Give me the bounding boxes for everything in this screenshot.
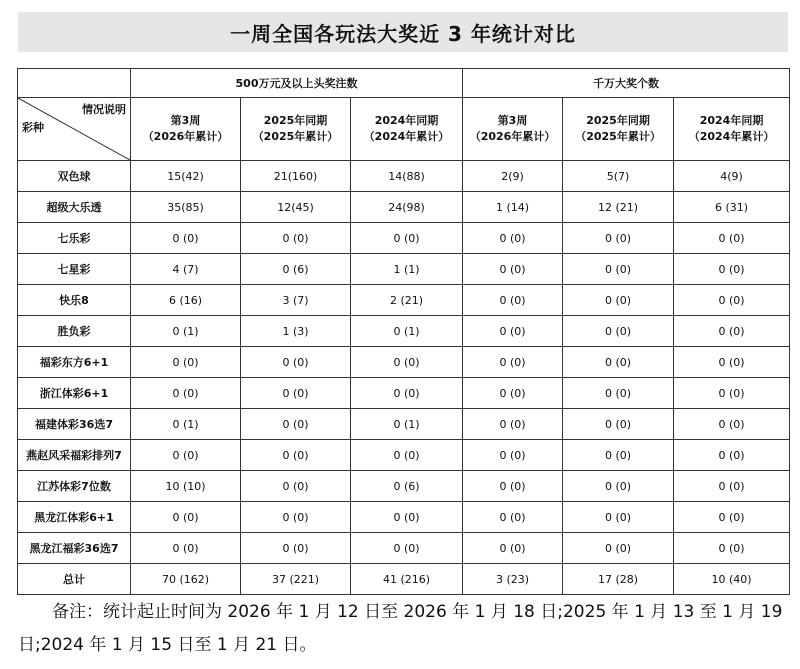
table-cell: 0 (0) — [241, 223, 351, 254]
table-cell: 17 (28) — [563, 564, 674, 595]
table-cell: 0 (0) — [351, 533, 463, 564]
table-cell: 0 (0) — [674, 440, 790, 471]
table-cell: 0 (0) — [674, 471, 790, 502]
table-cell: 0 (0) — [463, 440, 563, 471]
table-cell: 35(85) — [131, 192, 241, 223]
table-row — [18, 409, 790, 440]
table-cell: 5(7) — [563, 161, 674, 192]
table-row — [18, 254, 790, 285]
table-cell: 2(9) — [463, 161, 563, 192]
table-body — [18, 161, 790, 595]
table-cell: 0 (0) — [131, 378, 241, 409]
table-cell: 24(98) — [351, 192, 463, 223]
table-cell: 0 (0) — [131, 440, 241, 471]
table-cell: 0 (0) — [674, 223, 790, 254]
table-cell: 0 (1) — [131, 316, 241, 347]
table-cell: 0 (0) — [351, 502, 463, 533]
table-cell: 0 (0) — [563, 285, 674, 316]
column-header: 2024年同期 （2024年累计） — [351, 98, 463, 161]
column-header: 2024年同期 （2024年累计） — [674, 98, 790, 161]
row-lottery-name: 快乐8 — [18, 285, 131, 316]
table-cell: 3 (7) — [241, 285, 351, 316]
table-cell: 0 (0) — [563, 409, 674, 440]
row-lottery-name: 超级大乐透 — [18, 192, 131, 223]
row-lottery-name: 胜负彩 — [18, 316, 131, 347]
table-row — [18, 564, 790, 595]
table-row — [18, 440, 790, 471]
table-cell: 15(42) — [131, 161, 241, 192]
header-empty-cell — [18, 69, 131, 98]
table-cell: 12 (21) — [563, 192, 674, 223]
table-cell: 0 (0) — [563, 223, 674, 254]
table-cell: 0 (0) — [674, 378, 790, 409]
stats-table — [17, 68, 790, 595]
row-lottery-name: 江苏体彩7位数 — [18, 471, 131, 502]
table-cell: 0 (0) — [241, 440, 351, 471]
row-lottery-name: 浙江体彩6+1 — [18, 378, 131, 409]
table-cell: 0 (0) — [463, 471, 563, 502]
table-cell: 0 (0) — [674, 347, 790, 378]
column-header: 第3周 （2026年累计） — [131, 98, 241, 161]
table-cell: 0 (1) — [131, 409, 241, 440]
table-cell: 0 (0) — [463, 316, 563, 347]
table-cell: 10 (40) — [674, 564, 790, 595]
header-row-columns — [18, 98, 790, 161]
corner-top-label: 情况说明 — [82, 103, 126, 116]
row-lottery-name: 黑龙江体彩6+1 — [18, 502, 131, 533]
table-cell: 0 (0) — [241, 378, 351, 409]
table-cell: 14(88) — [351, 161, 463, 192]
table-row — [18, 161, 790, 192]
table-cell: 0 (1) — [351, 409, 463, 440]
table-cell: 6 (16) — [131, 285, 241, 316]
table-cell: 0 (0) — [463, 254, 563, 285]
row-lottery-name: 福彩东方6+1 — [18, 347, 131, 378]
table-cell: 0 (0) — [674, 409, 790, 440]
table-cell: 0 (6) — [241, 254, 351, 285]
table-row — [18, 223, 790, 254]
table-row — [18, 533, 790, 564]
row-lottery-name: 七星彩 — [18, 254, 131, 285]
table-cell: 0 (0) — [463, 378, 563, 409]
table-cell: 0 (6) — [351, 471, 463, 502]
table-cell: 0 (0) — [563, 440, 674, 471]
row-lottery-name: 燕赵风采福彩排列7 — [18, 440, 131, 471]
title-bar — [18, 12, 788, 52]
row-lottery-name: 双色球 — [18, 161, 131, 192]
row-lottery-name: 黑龙江福彩36选7 — [18, 533, 131, 564]
table-cell: 21(160) — [241, 161, 351, 192]
table-cell: 1 (1) — [351, 254, 463, 285]
table-cell: 0 (0) — [463, 223, 563, 254]
table-cell: 12(45) — [241, 192, 351, 223]
table-cell: 0 (0) — [241, 533, 351, 564]
table-cell: 0 (0) — [563, 316, 674, 347]
row-lottery-name: 七乐彩 — [18, 223, 131, 254]
table-cell: 0 (0) — [463, 409, 563, 440]
table-cell: 0 (0) — [241, 409, 351, 440]
table-cell: 0 (0) — [563, 378, 674, 409]
table-row — [18, 502, 790, 533]
table-cell: 0 (0) — [131, 533, 241, 564]
table-cell: 0 (0) — [463, 502, 563, 533]
table-cell: 0 (0) — [674, 502, 790, 533]
table-row — [18, 316, 790, 347]
table-row — [18, 347, 790, 378]
row-lottery-name: 总计 — [18, 564, 131, 595]
table-row — [18, 285, 790, 316]
table-cell: 2 (21) — [351, 285, 463, 316]
table-cell: 37 (221) — [241, 564, 351, 595]
corner-cell — [18, 98, 131, 161]
header-row-groups — [18, 69, 790, 98]
table-row — [18, 378, 790, 409]
table-cell: 0 (0) — [351, 223, 463, 254]
table-cell: 41 (216) — [351, 564, 463, 595]
column-header: 2025年同期 （2025年累计） — [563, 98, 674, 161]
group-header-jackpot-count: 500万元及以上头奖注数 — [131, 69, 463, 98]
table-cell: 3 (23) — [463, 564, 563, 595]
table-cell: 0 (0) — [131, 347, 241, 378]
table-row — [18, 471, 790, 502]
table-cell: 0 (0) — [463, 347, 563, 378]
table-cell: 6 (31) — [674, 192, 790, 223]
table-cell: 0 (0) — [131, 502, 241, 533]
table-cell: 0 (0) — [463, 533, 563, 564]
table-cell: 0 (0) — [563, 347, 674, 378]
table-cell: 10 (10) — [131, 471, 241, 502]
column-header: 2025年同期 （2025年累计） — [241, 98, 351, 161]
footnote: 备注：统计起止时间为 2026 年 1 月 12 日至 2026 年 1 月 18 日;2025 年 1 月 13 至 1 月 19 日;2024 年 1 月 15 日至 1 月 21 日。 — [18, 602, 783, 655]
table-cell: 0 (0) — [674, 285, 790, 316]
table-cell: 1 (3) — [241, 316, 351, 347]
table-cell: 0 (0) — [563, 254, 674, 285]
table-cell: 0 (0) — [563, 471, 674, 502]
corner-bottom-label: 彩种 — [22, 121, 44, 134]
table-cell: 0 (0) — [351, 440, 463, 471]
table-cell: 0 (0) — [241, 347, 351, 378]
table-cell: 1 (14) — [463, 192, 563, 223]
table-cell: 0 (1) — [351, 316, 463, 347]
group-header-ten-million-count: 千万大奖个数 — [463, 69, 790, 98]
table-cell: 0 (0) — [674, 254, 790, 285]
table-cell: 0 (0) — [351, 378, 463, 409]
table-cell: 0 (0) — [241, 502, 351, 533]
table-cell: 0 (0) — [351, 347, 463, 378]
page-title: 一周全国各玩法大奖近 3 年统计对比 — [230, 21, 576, 46]
row-lottery-name: 福建体彩36选7 — [18, 409, 131, 440]
table-cell: 0 (0) — [563, 533, 674, 564]
table-cell: 4 (7) — [131, 254, 241, 285]
table-cell: 0 (0) — [674, 533, 790, 564]
table-cell: 0 (0) — [674, 316, 790, 347]
table-cell: 0 (0) — [241, 471, 351, 502]
table-row — [18, 192, 790, 223]
table-cell: 70 (162) — [131, 564, 241, 595]
table-cell: 0 (0) — [463, 285, 563, 316]
table-cell: 0 (0) — [131, 223, 241, 254]
column-header: 第3周 （2026年累计） — [463, 98, 563, 161]
table-cell: 4(9) — [674, 161, 790, 192]
table-cell: 0 (0) — [563, 502, 674, 533]
